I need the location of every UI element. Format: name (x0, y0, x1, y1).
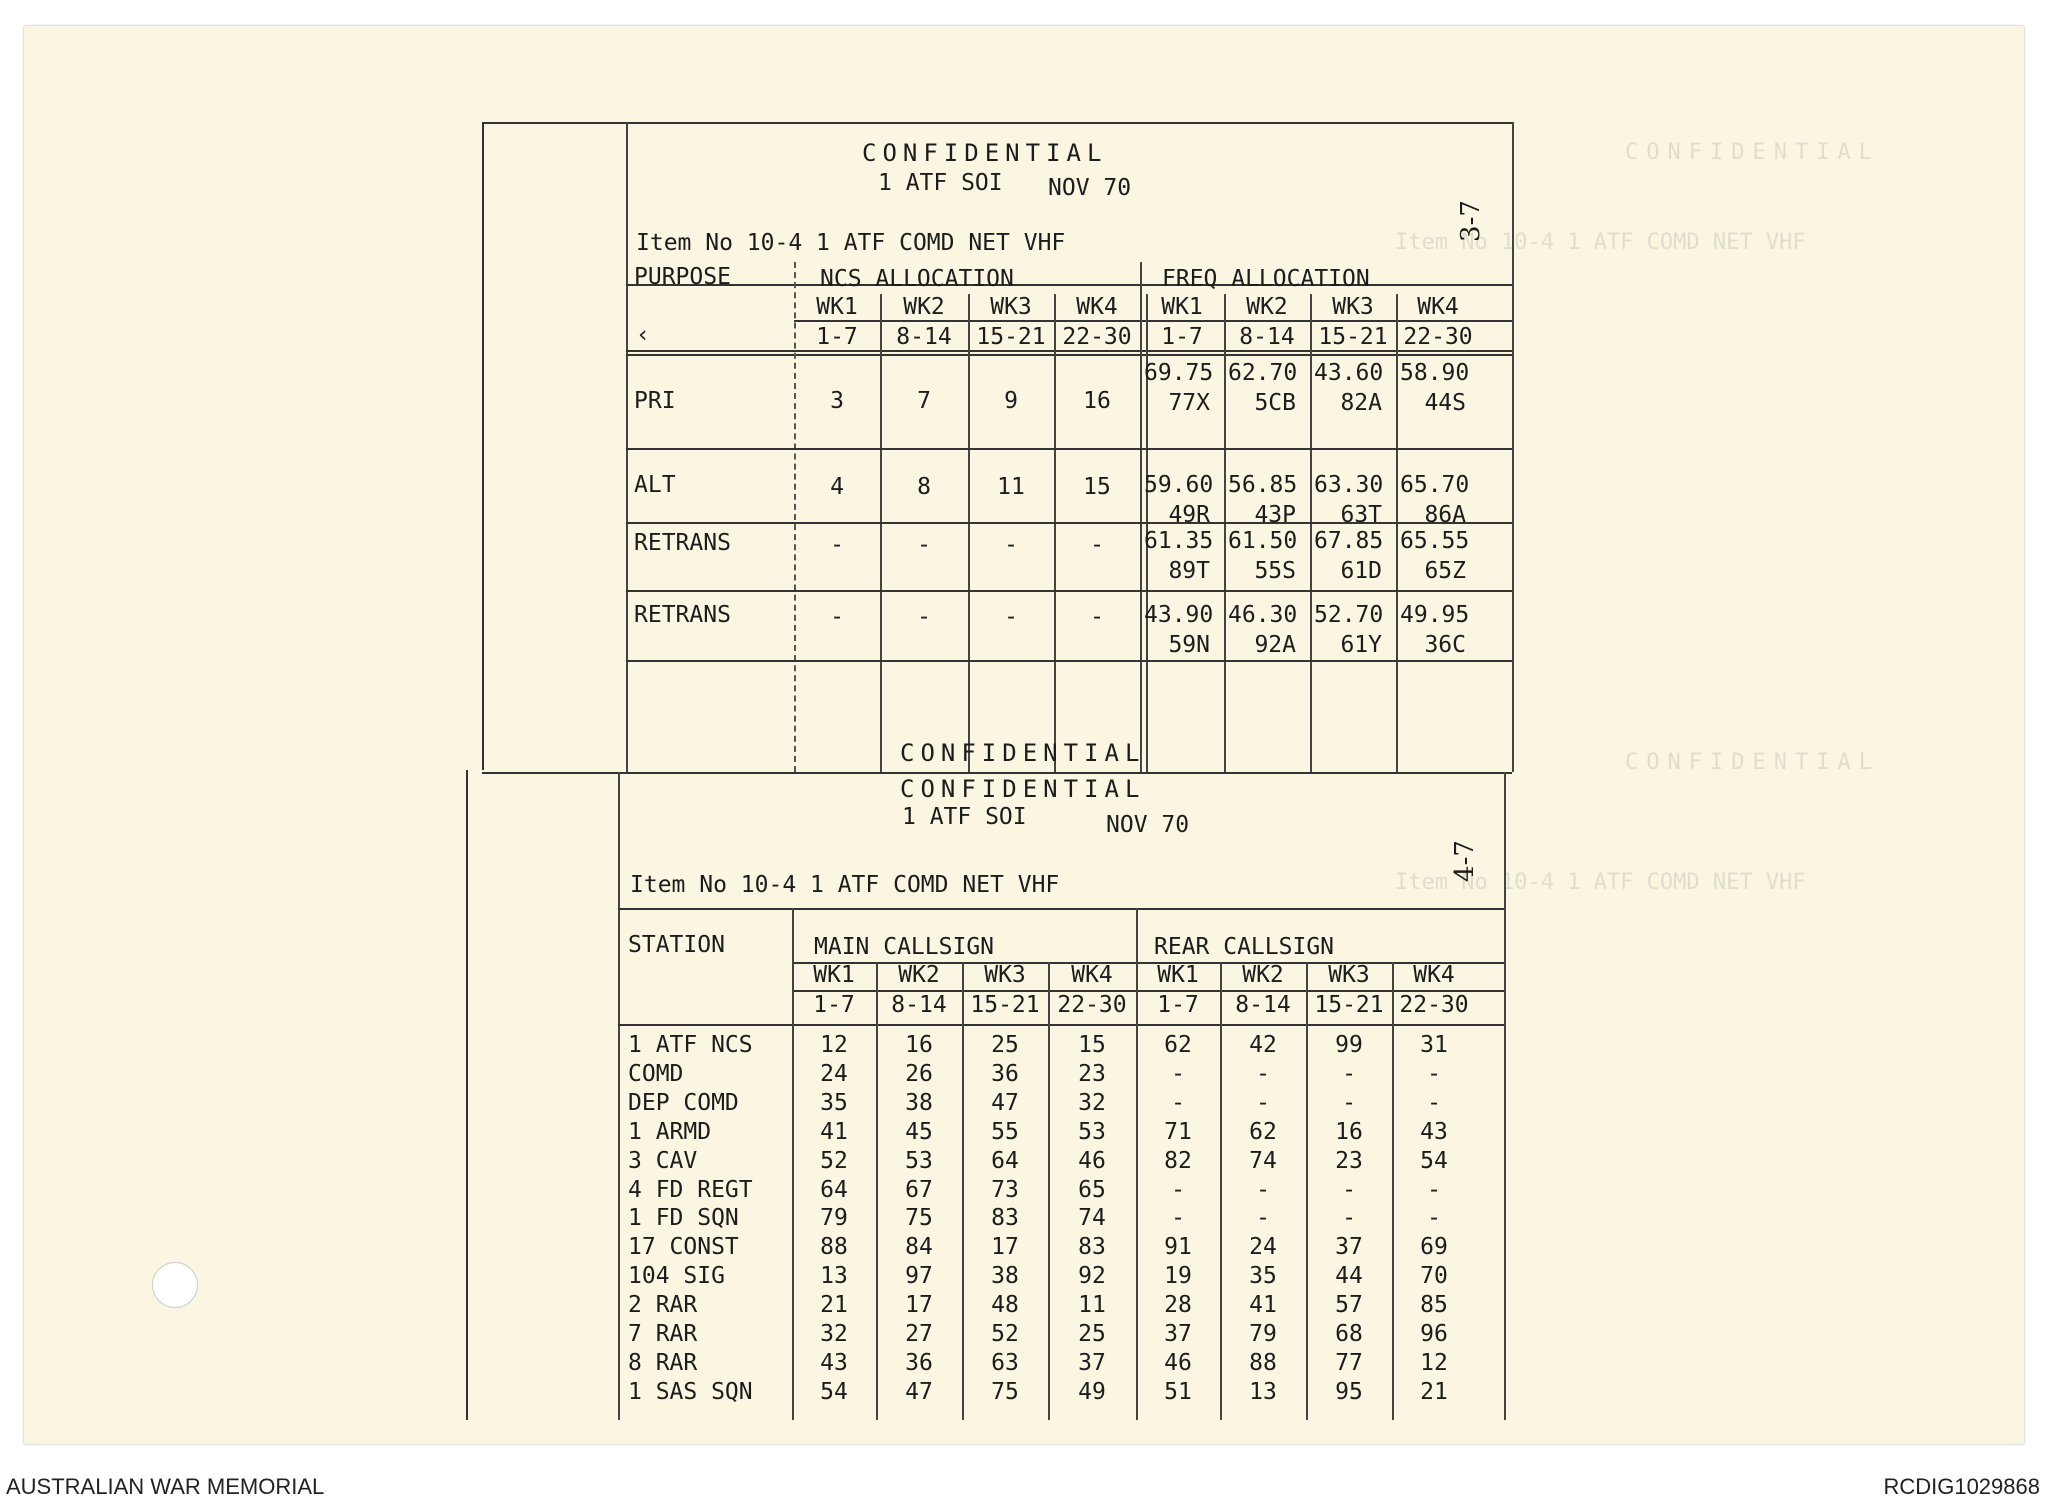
freq-value: 69.75 (1144, 360, 1214, 386)
freq-code: 82A (1340, 390, 1382, 416)
ncs-value: - (1004, 604, 1018, 630)
day-range: 1-7 (1161, 324, 1203, 350)
week-label: WK4 (1413, 962, 1455, 988)
ncs-value: 16 (1083, 388, 1111, 414)
ncs-value: - (830, 604, 844, 630)
callsign-value: 52 (991, 1321, 1019, 1347)
callsign-value: 88 (820, 1234, 848, 1260)
callsign-value: 62 (1164, 1032, 1192, 1058)
callsign-value: 13 (1249, 1379, 1277, 1405)
station-name: DEP COMD (628, 1090, 739, 1116)
day-range: 1-7 (1157, 992, 1199, 1018)
callsign-value: 74 (1249, 1148, 1277, 1174)
callsign-value: 21 (820, 1292, 848, 1318)
callsign-value: 83 (991, 1205, 1019, 1231)
row-rule (626, 448, 1512, 450)
callsign-value: 46 (1078, 1148, 1106, 1174)
row-rule (626, 354, 1512, 356)
callsign-value: 68 (1335, 1321, 1363, 1347)
callsign-value: 36 (991, 1061, 1019, 1087)
callsign-value: - (1256, 1090, 1270, 1116)
callsign-value: - (1256, 1205, 1270, 1231)
callsign-value: 67 (905, 1177, 933, 1203)
page1-inner-left (626, 122, 628, 772)
footer-source: AUSTRALIAN WAR MEMORIAL (6, 1474, 325, 1499)
header-rule (626, 284, 1512, 286)
callsign-value: 70 (1420, 1263, 1448, 1289)
station-name: 104 SIG (628, 1263, 725, 1289)
callsign-value: 37 (1078, 1350, 1106, 1376)
week-label: WK1 (813, 962, 855, 988)
callsign-value: 79 (820, 1205, 848, 1231)
callsign-value: - (1171, 1061, 1185, 1087)
callsign-value: - (1342, 1090, 1356, 1116)
purpose-label: ALT (634, 472, 676, 498)
callsign-value: 21 (1420, 1379, 1448, 1405)
callsign-value: 73 (991, 1177, 1019, 1203)
station-name: 3 CAV (628, 1148, 698, 1174)
callsign-value: 75 (905, 1205, 933, 1231)
ncs-value: 9 (1004, 388, 1018, 414)
days-rule (626, 350, 1512, 352)
callsign-value: 97 (905, 1263, 933, 1289)
callsign-value: 54 (820, 1379, 848, 1405)
freq-code: 89T (1168, 558, 1210, 584)
page1-date: NOV 70 (1048, 175, 1132, 201)
callsign-value: 38 (991, 1263, 1019, 1289)
callsign-value: 12 (1420, 1350, 1448, 1376)
callsign-value: 42 (1249, 1032, 1277, 1058)
col-divider (1396, 294, 1398, 772)
freq-code: 59N (1168, 632, 1210, 658)
callsign-value: 37 (1335, 1234, 1363, 1260)
day-range: 1-7 (813, 992, 855, 1018)
freq-code: 65Z (1424, 558, 1466, 584)
callsign-value: 46 (1164, 1350, 1192, 1376)
freq-value: 65.70 (1400, 472, 1470, 498)
week-label: WK3 (1328, 962, 1370, 988)
callsign-value: 88 (1249, 1350, 1277, 1376)
page1-classification-bottom: CONFIDENTIAL (900, 739, 1146, 767)
ghost-line: Item No 10-4 1 ATF COMD NET VHF (1395, 230, 1806, 255)
callsign-value: 49 (1078, 1379, 1106, 1405)
page2-classification-top: CONFIDENTIAL (900, 775, 1146, 803)
page1-classification-top: CONFIDENTIAL (862, 139, 1108, 167)
page1-page-mark: 3-7 (1455, 200, 1486, 242)
freq-code: 55S (1254, 558, 1296, 584)
freq-code: 44S (1424, 390, 1466, 416)
freq-value: 62.70 (1228, 360, 1298, 386)
callsign-value: 69 (1420, 1234, 1448, 1260)
page2-soi: 1 ATF SOI (902, 804, 1027, 830)
punch-hole (152, 1262, 198, 1308)
days-rule-2 (618, 1024, 1504, 1026)
week-label: WK1 (1161, 294, 1203, 320)
callsign-value: 47 (991, 1090, 1019, 1116)
station-name: 8 RAR (628, 1350, 698, 1376)
callsign-value: 35 (1249, 1263, 1277, 1289)
callsign-value: 41 (820, 1119, 848, 1145)
col-divider (1224, 294, 1226, 772)
callsign-value: 63 (991, 1350, 1019, 1376)
station-name: 2 RAR (628, 1292, 698, 1318)
callsign-value: 15 (1078, 1032, 1106, 1058)
row-rule (626, 522, 1512, 524)
ncs-value: - (917, 604, 931, 630)
row-marker: ‹ (636, 322, 650, 348)
freq-value: 49.95 (1400, 602, 1470, 628)
freq-value: 52.70 (1314, 602, 1384, 628)
station-name: 17 CONST (628, 1234, 739, 1260)
freq-value: 67.85 (1314, 528, 1384, 554)
purpose-label: RETRANS (634, 602, 731, 628)
ncs-value: 4 (830, 474, 844, 500)
callsign-value: 55 (991, 1119, 1019, 1145)
row-rule (626, 590, 1512, 592)
callsign-value: 92 (1078, 1263, 1106, 1289)
freq-code: 77X (1168, 390, 1210, 416)
callsign-value: 64 (820, 1177, 848, 1203)
callsign-value: - (1342, 1205, 1356, 1231)
week-label: WK3 (984, 962, 1026, 988)
callsign-value: 41 (1249, 1292, 1277, 1318)
ncs-value: 8 (917, 474, 931, 500)
freq-value: 59.60 (1144, 472, 1214, 498)
week-label: WK4 (1071, 962, 1113, 988)
week-label: WK4 (1076, 294, 1118, 320)
callsign-value: - (1427, 1090, 1441, 1116)
callsign-value: 83 (1078, 1234, 1106, 1260)
callsign-value: - (1342, 1061, 1356, 1087)
callsign-value: - (1427, 1061, 1441, 1087)
callsign-value: 13 (820, 1263, 848, 1289)
page-divider (482, 772, 1512, 774)
callsign-value: 31 (1420, 1032, 1448, 1058)
callsign-value: 77 (1335, 1350, 1363, 1376)
callsign-value: 23 (1335, 1148, 1363, 1174)
ncs-value: - (1090, 532, 1104, 558)
station-name: 1 SAS SQN (628, 1379, 753, 1405)
callsign-value: 54 (1420, 1148, 1448, 1174)
page2-right-border (1504, 772, 1506, 1420)
freq-code: 61D (1340, 558, 1382, 584)
callsign-value: - (1427, 1177, 1441, 1203)
page1-top-border (482, 122, 1512, 124)
callsign-value: 43 (820, 1350, 848, 1376)
freq-code: 5CB (1254, 390, 1296, 416)
page1-soi: 1 ATF SOI (878, 170, 1003, 196)
callsign-value: - (1342, 1177, 1356, 1203)
callsign-value: 84 (905, 1234, 933, 1260)
callsign-value: - (1171, 1205, 1185, 1231)
week-label: WK3 (1332, 294, 1374, 320)
page1-right-border (1512, 122, 1514, 772)
ncs-value: - (917, 532, 931, 558)
col-station: STATION (628, 932, 725, 958)
ncs-value: - (1004, 532, 1018, 558)
callsign-value: 75 (991, 1379, 1019, 1405)
callsign-value: 43 (1420, 1119, 1448, 1145)
callsign-value: 24 (1249, 1234, 1277, 1260)
callsign-value: 38 (905, 1090, 933, 1116)
callsign-value: 53 (905, 1148, 933, 1174)
callsign-value: 25 (991, 1032, 1019, 1058)
callsign-value: 27 (905, 1321, 933, 1347)
station-name: COMD (628, 1061, 684, 1087)
station-name: 1 ARMD (628, 1119, 712, 1145)
callsign-value: - (1171, 1177, 1185, 1203)
page1-item-title: Item No 10-4 1 ATF COMD NET VHF (636, 230, 1066, 256)
callsign-value: 16 (905, 1032, 933, 1058)
callsign-value: 37 (1164, 1321, 1192, 1347)
week-label: WK4 (1417, 294, 1459, 320)
callsign-value: 32 (820, 1321, 848, 1347)
callsign-value: - (1427, 1205, 1441, 1231)
ncs-value: - (830, 532, 844, 558)
day-range: 22-30 (1057, 992, 1127, 1018)
left-margin-line (482, 122, 484, 770)
callsign-value: 53 (1078, 1119, 1106, 1145)
freq-value: 56.85 (1228, 472, 1298, 498)
ghost-line: Item No 10-4 1 ATF COMD NET VHF (1395, 870, 1806, 895)
callsign-value: 19 (1164, 1263, 1192, 1289)
freq-code: 49R (1168, 502, 1210, 528)
callsign-value: 79 (1249, 1321, 1277, 1347)
callsign-value: 57 (1335, 1292, 1363, 1318)
freq-value: 61.35 (1144, 528, 1214, 554)
callsign-value: 65 (1078, 1177, 1106, 1203)
callsign-value: - (1171, 1090, 1185, 1116)
day-range: 8-14 (1239, 324, 1295, 350)
day-range: 22-30 (1399, 992, 1469, 1018)
freq-code: 63T (1340, 502, 1382, 528)
group-freq-allocation: FREQ ALLOCATION (1162, 266, 1370, 292)
day-range: 8-14 (1235, 992, 1291, 1018)
callsign-value: 99 (1335, 1032, 1363, 1058)
week-label: WK3 (990, 294, 1032, 320)
callsign-value: 95 (1335, 1379, 1363, 1405)
callsign-value: 11 (1078, 1292, 1106, 1318)
week-label: WK1 (1157, 962, 1199, 988)
callsign-value: - (1256, 1061, 1270, 1087)
col-purpose: PURPOSE (634, 264, 731, 290)
callsign-value: 36 (905, 1350, 933, 1376)
station-name: 4 FD REGT (628, 1177, 753, 1203)
callsign-value: 82 (1164, 1148, 1192, 1174)
footer-reference: RCDIG1029868 (1883, 1474, 2040, 1499)
day-range: 15-21 (970, 992, 1040, 1018)
ncs-value: 7 (917, 388, 931, 414)
ncs-value: 11 (997, 474, 1025, 500)
day-range: 8-14 (891, 992, 947, 1018)
callsign-value: 44 (1335, 1263, 1363, 1289)
callsign-value: 74 (1078, 1205, 1106, 1231)
callsign-value: 47 (905, 1379, 933, 1405)
freq-value: 46.30 (1228, 602, 1298, 628)
callsign-value: 26 (905, 1061, 933, 1087)
callsign-value: 35 (820, 1090, 848, 1116)
ghost-line: CONFIDENTIAL (1625, 140, 1880, 165)
freq-code: 43P (1254, 502, 1296, 528)
callsign-value: - (1256, 1177, 1270, 1203)
callsign-value: 28 (1164, 1292, 1192, 1318)
callsign-value: 48 (991, 1292, 1019, 1318)
col-divider (1310, 294, 1312, 772)
callsign-value: 91 (1164, 1234, 1192, 1260)
week-label: WK2 (903, 294, 945, 320)
day-range: 15-21 (1318, 324, 1388, 350)
freq-code: 86A (1424, 502, 1466, 528)
freq-value: 61.50 (1228, 528, 1298, 554)
freq-value: 63.30 (1314, 472, 1384, 498)
callsign-value: 12 (820, 1032, 848, 1058)
callsign-value: 16 (1335, 1119, 1363, 1145)
callsign-value: 17 (991, 1234, 1019, 1260)
day-range: 1-7 (816, 324, 858, 350)
header-rule (618, 908, 1504, 910)
callsign-value: 23 (1078, 1061, 1106, 1087)
group-rear-callsign: REAR CALLSIGN (1154, 934, 1335, 960)
callsign-value: 62 (1249, 1119, 1277, 1145)
row-rule (626, 660, 1512, 662)
callsign-value: 52 (820, 1148, 848, 1174)
day-range: 15-21 (1314, 992, 1384, 1018)
freq-value: 43.60 (1314, 360, 1384, 386)
purpose-label: RETRANS (634, 530, 731, 556)
freq-value: 43.90 (1144, 602, 1214, 628)
callsign-value: 45 (905, 1119, 933, 1145)
freq-code: 92A (1254, 632, 1296, 658)
day-range: 22-30 (1062, 324, 1132, 350)
week-label: WK2 (1246, 294, 1288, 320)
ncs-value: - (1090, 604, 1104, 630)
callsign-value: 71 (1164, 1119, 1192, 1145)
page2-item-title: Item No 10-4 1 ATF COMD NET VHF (630, 872, 1060, 898)
freq-value: 58.90 (1400, 360, 1470, 386)
callsign-value: 17 (905, 1292, 933, 1318)
day-range: 15-21 (976, 324, 1046, 350)
week-label: WK2 (1242, 962, 1284, 988)
callsign-value: 96 (1420, 1321, 1448, 1347)
page2-inner-left (618, 772, 620, 1420)
page2-date: NOV 70 (1106, 812, 1190, 838)
freq-code: 36C (1424, 632, 1466, 658)
week-label: WK1 (816, 294, 858, 320)
ncs-value: 15 (1083, 474, 1111, 500)
freq-value: 65.55 (1400, 528, 1470, 554)
callsign-value: 25 (1078, 1321, 1106, 1347)
ncs-value: 3 (830, 388, 844, 414)
show-through-text (1395, 110, 2005, 1410)
purpose-label: PRI (634, 388, 676, 414)
group-main-callsign: MAIN CALLSIGN (814, 934, 995, 960)
station-name: 1 FD SQN (628, 1205, 739, 1231)
group-ncs-allocation: NCS ALLOCATION (820, 266, 1014, 292)
ghost-line: CONFIDENTIAL (1625, 750, 1880, 775)
callsign-value: 24 (820, 1061, 848, 1087)
day-range: 22-30 (1403, 324, 1473, 350)
day-range: 8-14 (896, 324, 952, 350)
freq-code: 61Y (1340, 632, 1382, 658)
page2-page-mark: 4-7 (1449, 840, 1480, 882)
station-name: 1 ATF NCS (628, 1032, 753, 1058)
callsign-value: 64 (991, 1148, 1019, 1174)
callsign-value: 32 (1078, 1090, 1106, 1116)
left-margin-line-lower (466, 770, 468, 1420)
week-label: WK2 (898, 962, 940, 988)
callsign-value: 51 (1164, 1379, 1192, 1405)
week-rule (794, 320, 1512, 322)
station-name: 7 RAR (628, 1321, 698, 1347)
callsign-value: 85 (1420, 1292, 1448, 1318)
